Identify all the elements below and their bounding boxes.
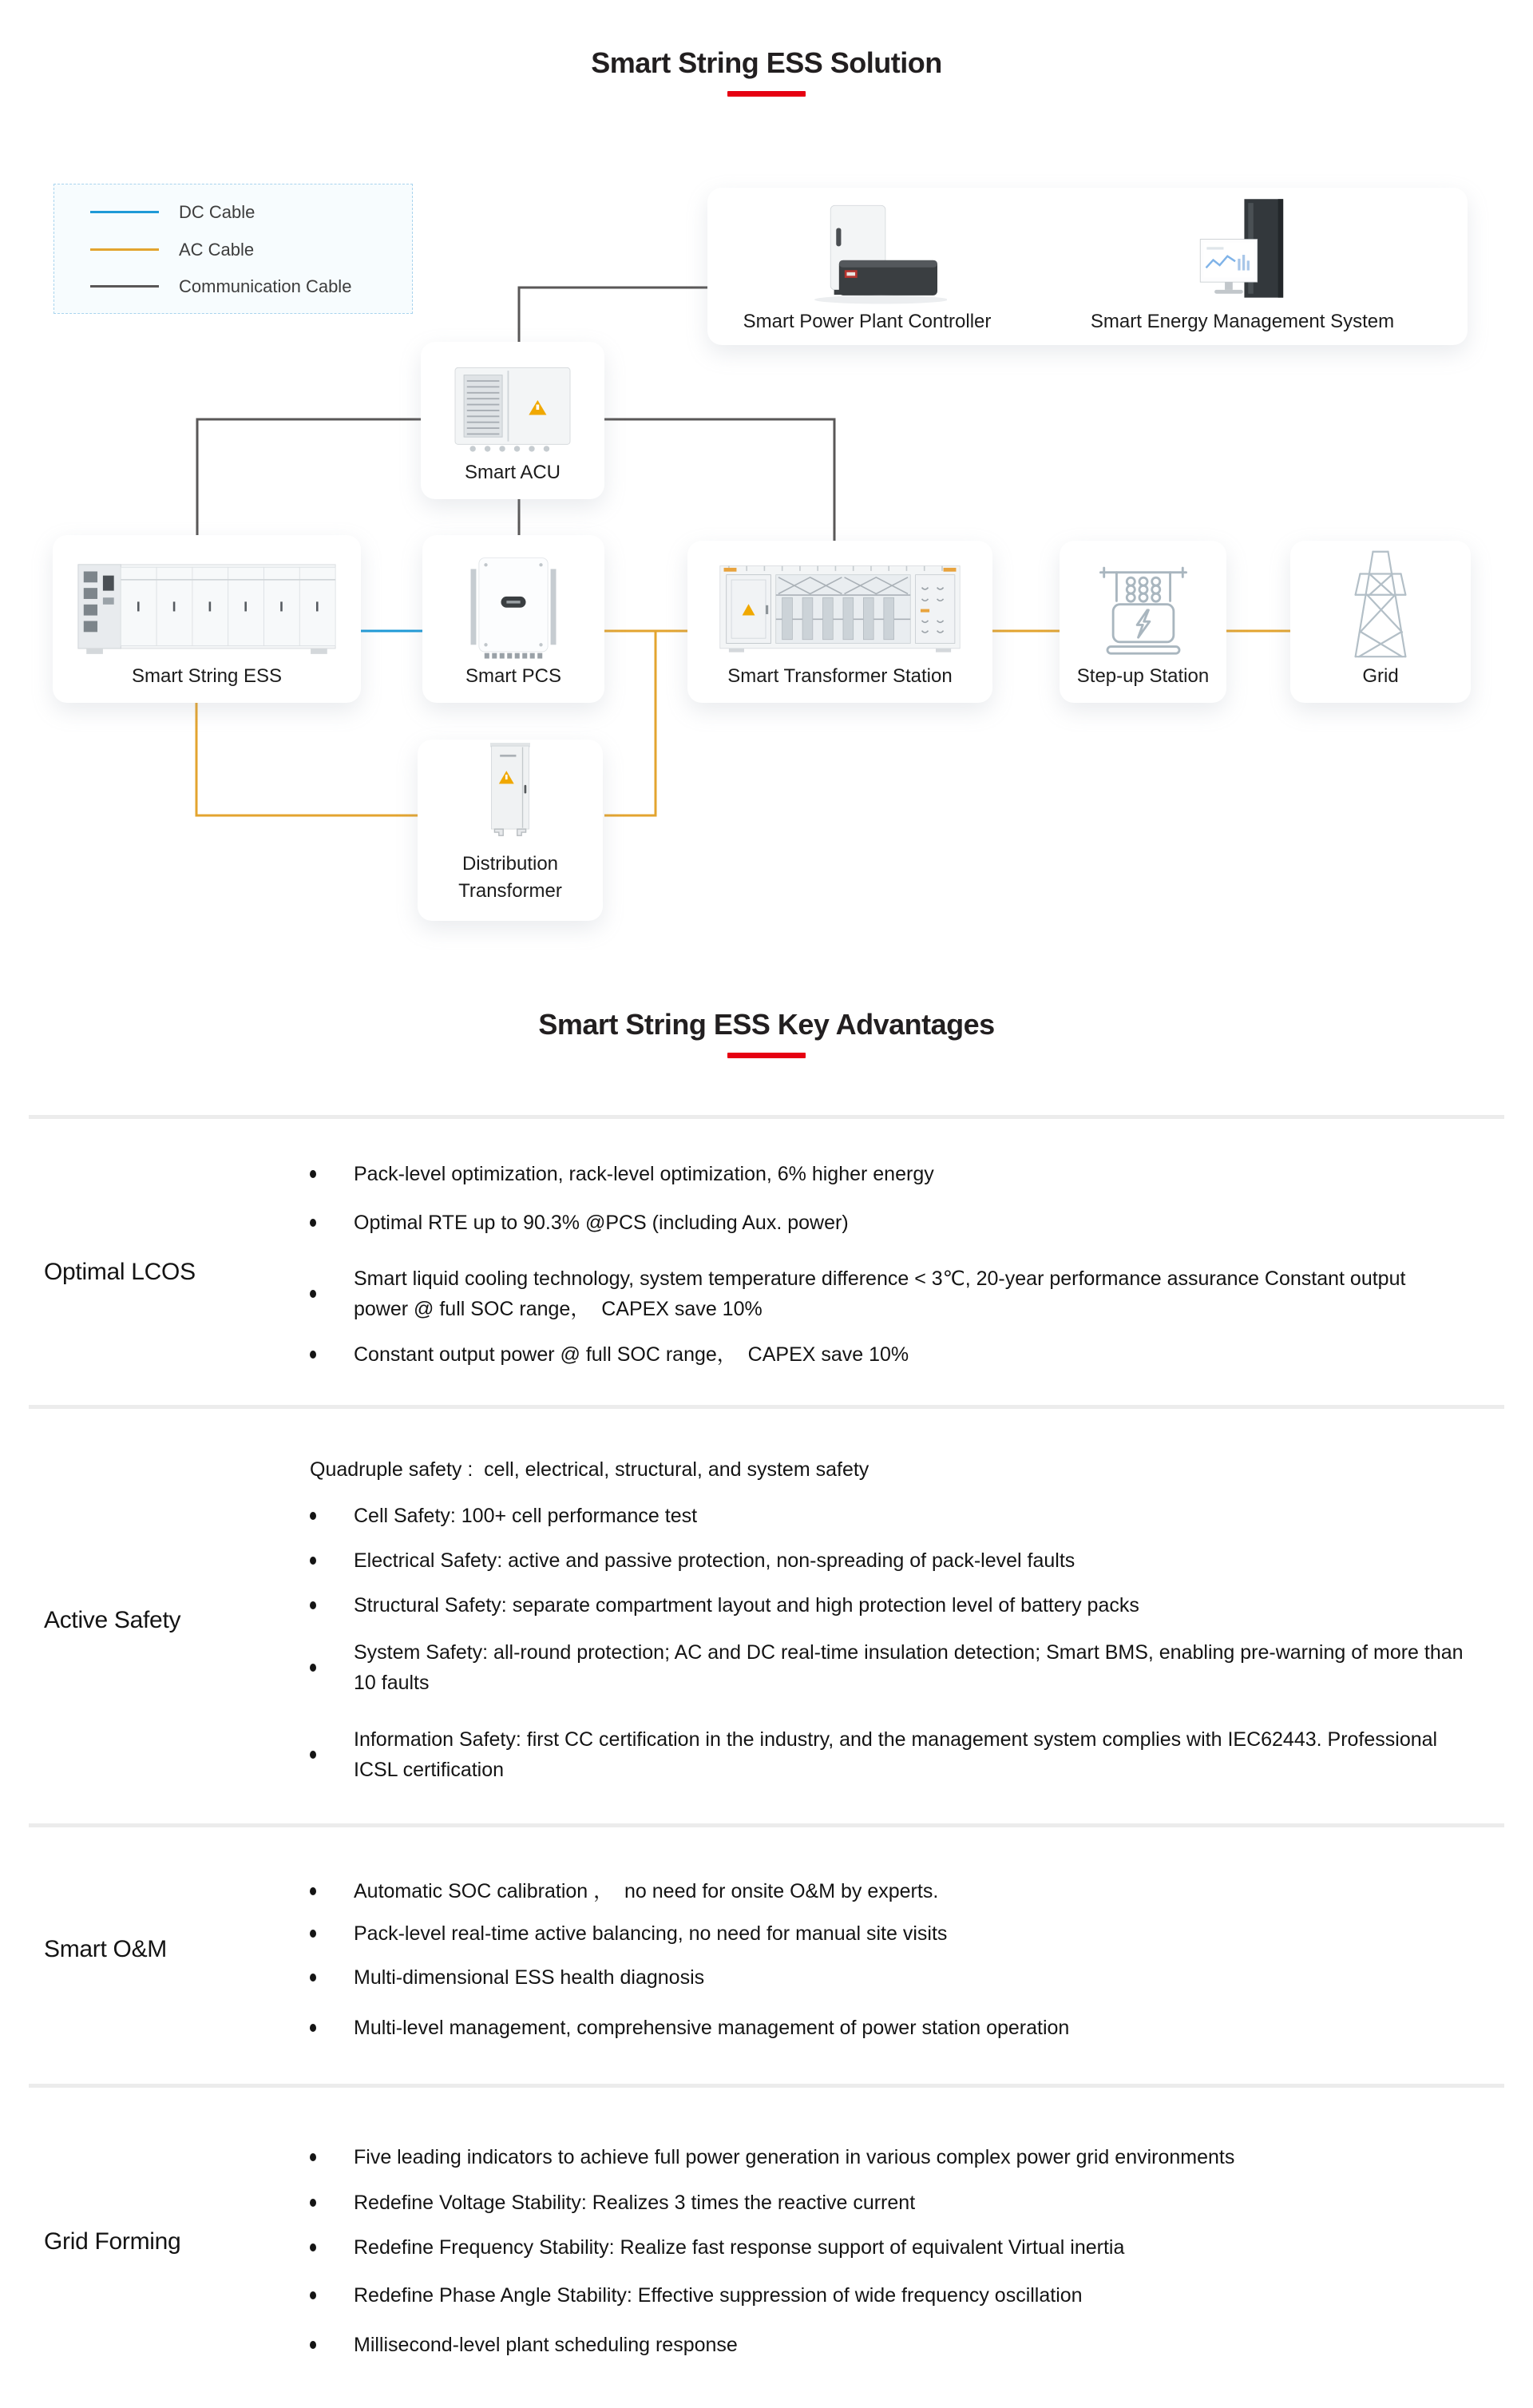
node-label: Smart String ESS [131, 665, 283, 687]
bullet-text: Multi-level management, comprehensive management of power station operation [354, 2017, 1070, 2039]
section-divider [29, 1823, 1504, 1827]
list-item [310, 1264, 1464, 1324]
ac-cable-ess-dt [196, 701, 418, 815]
smart-string-ess-icon [73, 556, 341, 661]
advantages-title: Smart String ESS Key Advantages [538, 1008, 995, 1041]
smart-pcs-icon [454, 551, 573, 661]
bullet-icon [310, 2199, 316, 2207]
distribution-transformer-icon [472, 740, 549, 847]
smart-acu-card [421, 342, 604, 499]
node-label: Distribution Transformer [458, 853, 562, 902]
node-label: Smart PCS [465, 665, 562, 687]
smart-string-ess-card [53, 535, 361, 703]
legend-label: AC Cable [179, 240, 255, 260]
bullet-text: Information Safety: first CC certification in the industry, and the management system complies with IEC62443. Professional ICSL certification [354, 1728, 1444, 1781]
bullet-text: Redefine Voltage Stability: Realizes 3 times the reactive current [354, 2192, 916, 2214]
grid-card [1290, 541, 1471, 703]
bullet-icon [310, 1512, 316, 1520]
advantages-title-underline [727, 1053, 806, 1058]
smart-power-plant-controller [707, 201, 1027, 345]
ac-cable-dt-branch [604, 631, 656, 815]
list-item [310, 1637, 1469, 1698]
cable-connections [0, 0, 1533, 990]
smart-power-plant-controller-icon [787, 201, 947, 307]
list-item [310, 2330, 1464, 2360]
bullet-icon [310, 1664, 316, 1672]
smart-ems-icon [1178, 196, 1306, 307]
bullet-icon [310, 1930, 316, 1938]
section-label-active-safety: Active Safety [44, 1607, 181, 1633]
bullet-icon [310, 2153, 316, 2161]
bullet-icon [310, 1290, 316, 1298]
list-item [310, 1724, 1464, 1785]
bullet-text: Automatic SOC calibration ， no need for onsite O&M by experts. [354, 1880, 939, 1902]
list-item [310, 1501, 1464, 1531]
bullet-icon [310, 1351, 316, 1359]
bullet-icon [310, 1170, 316, 1178]
smart-acu-icon [445, 362, 580, 458]
bullet-icon [310, 1751, 316, 1759]
list-item [310, 1159, 1464, 1189]
legend-label: Communication Cable [179, 276, 352, 296]
list-item [310, 1208, 1464, 1238]
bullet-text: Cell Safety: 100+ cell performance test [354, 1505, 698, 1527]
bullet-text: Redefine Frequency Stability: Realize fast response support of equivalent Virtual inertia [354, 2236, 1125, 2259]
bullet-text: Redefine Phase Angle Stability: Effective suppression of wide frequency oscillation [354, 2284, 1083, 2307]
list-item [310, 1545, 1464, 1576]
node-label: Smart Transformer Station [727, 665, 953, 687]
section-label-optimal-lcos: Optimal LCOS [44, 1259, 196, 1285]
list-item [310, 2232, 1464, 2263]
bullet-text: Electrical Safety: active and passive protection, non-spreading of pack-level faults [354, 1549, 1075, 1572]
node-label: Smart Energy Management System [1090, 311, 1395, 332]
section-divider [29, 1405, 1504, 1409]
node-label: Step-up Station [1076, 665, 1210, 687]
smart-transformer-station-icon [716, 554, 964, 661]
list-item [310, 2142, 1464, 2172]
step-up-station-card [1060, 541, 1226, 703]
bullet-text: Multi-dimensional ESS health diagnosis [354, 1966, 705, 1989]
smart-energy-management-system [1067, 196, 1418, 345]
section-label-grid-forming: Grid Forming [44, 2228, 181, 2255]
bullet-text: Structural Safety: separate compartment layout and high protection level of battery packs [354, 1594, 1139, 1617]
bullet-text: Pack-level real-time active balancing, no need for manual site visits [354, 1922, 948, 1945]
legend-label: DC Cable [179, 202, 256, 222]
intro-text: Quadruple safety : cell, electrical, structural, and system safety [310, 1458, 869, 1481]
bullet-text: Pack-level optimization, rack-level optimization, 6% higher energy [354, 1163, 934, 1185]
section-label-smart-om: Smart O&M [44, 1936, 167, 1962]
list-item [310, 2280, 1464, 2311]
bullet-icon [310, 1887, 316, 1895]
list-item [310, 1339, 1464, 1370]
bullet-icon [310, 1601, 316, 1609]
bullet-icon [310, 2024, 316, 2032]
node-label: Grid [1362, 665, 1399, 687]
list-item [310, 1918, 1464, 1949]
bullet-text: Optimal RTE up to 90.3% @PCS (including Aux. power) [354, 1212, 849, 1234]
bullet-text: Millisecond-level plant scheduling response [354, 2334, 738, 2356]
bullet-icon [310, 1219, 316, 1227]
list-item [310, 1962, 1464, 1993]
controller-card [707, 188, 1468, 345]
section-divider [29, 1115, 1504, 1119]
list-item [310, 1876, 1464, 1906]
bullet-icon [310, 2243, 316, 2251]
distribution-transformer-card [418, 740, 603, 921]
bullet-text: Smart liquid cooling technology, system temperature difference < 3℃, 20-year performance assurance Constant output power @ full SOC range， CAPEX save 10% [354, 1267, 1412, 1320]
bullet-text: System Safety: all-round protection; AC and DC real-time insulation detection; Smart BMS, enabling pre-warning of more than 10 faults [354, 1641, 1469, 1694]
list-item [310, 1590, 1464, 1621]
communication-cable-acu-controller [519, 288, 709, 345]
bullet-text: Five leading indicators to achieve full power generation in various complex power grid environments [354, 2146, 1235, 2168]
smart-transformer-station-card [687, 541, 992, 703]
smart-pcs-card [422, 535, 604, 703]
step-up-station-icon [1083, 554, 1203, 661]
page-title: Smart String ESS Solution [591, 46, 942, 79]
list-intro [310, 1454, 869, 1485]
section-divider [29, 2084, 1504, 2088]
bullet-icon [310, 1557, 316, 1565]
bullet-icon [310, 2291, 316, 2299]
bullet-icon [310, 2341, 316, 2349]
list-item [310, 2188, 1464, 2218]
bullet-icon [310, 1974, 316, 1982]
grid-tower-icon [1336, 545, 1425, 661]
bullet-text: Constant output power @ full SOC range， CAPEX save 10% [354, 1343, 909, 1366]
list-item [310, 2013, 1464, 2043]
node-label: Smart ACU [464, 462, 561, 483]
node-label: Smart Power Plant Controller [743, 311, 992, 332]
